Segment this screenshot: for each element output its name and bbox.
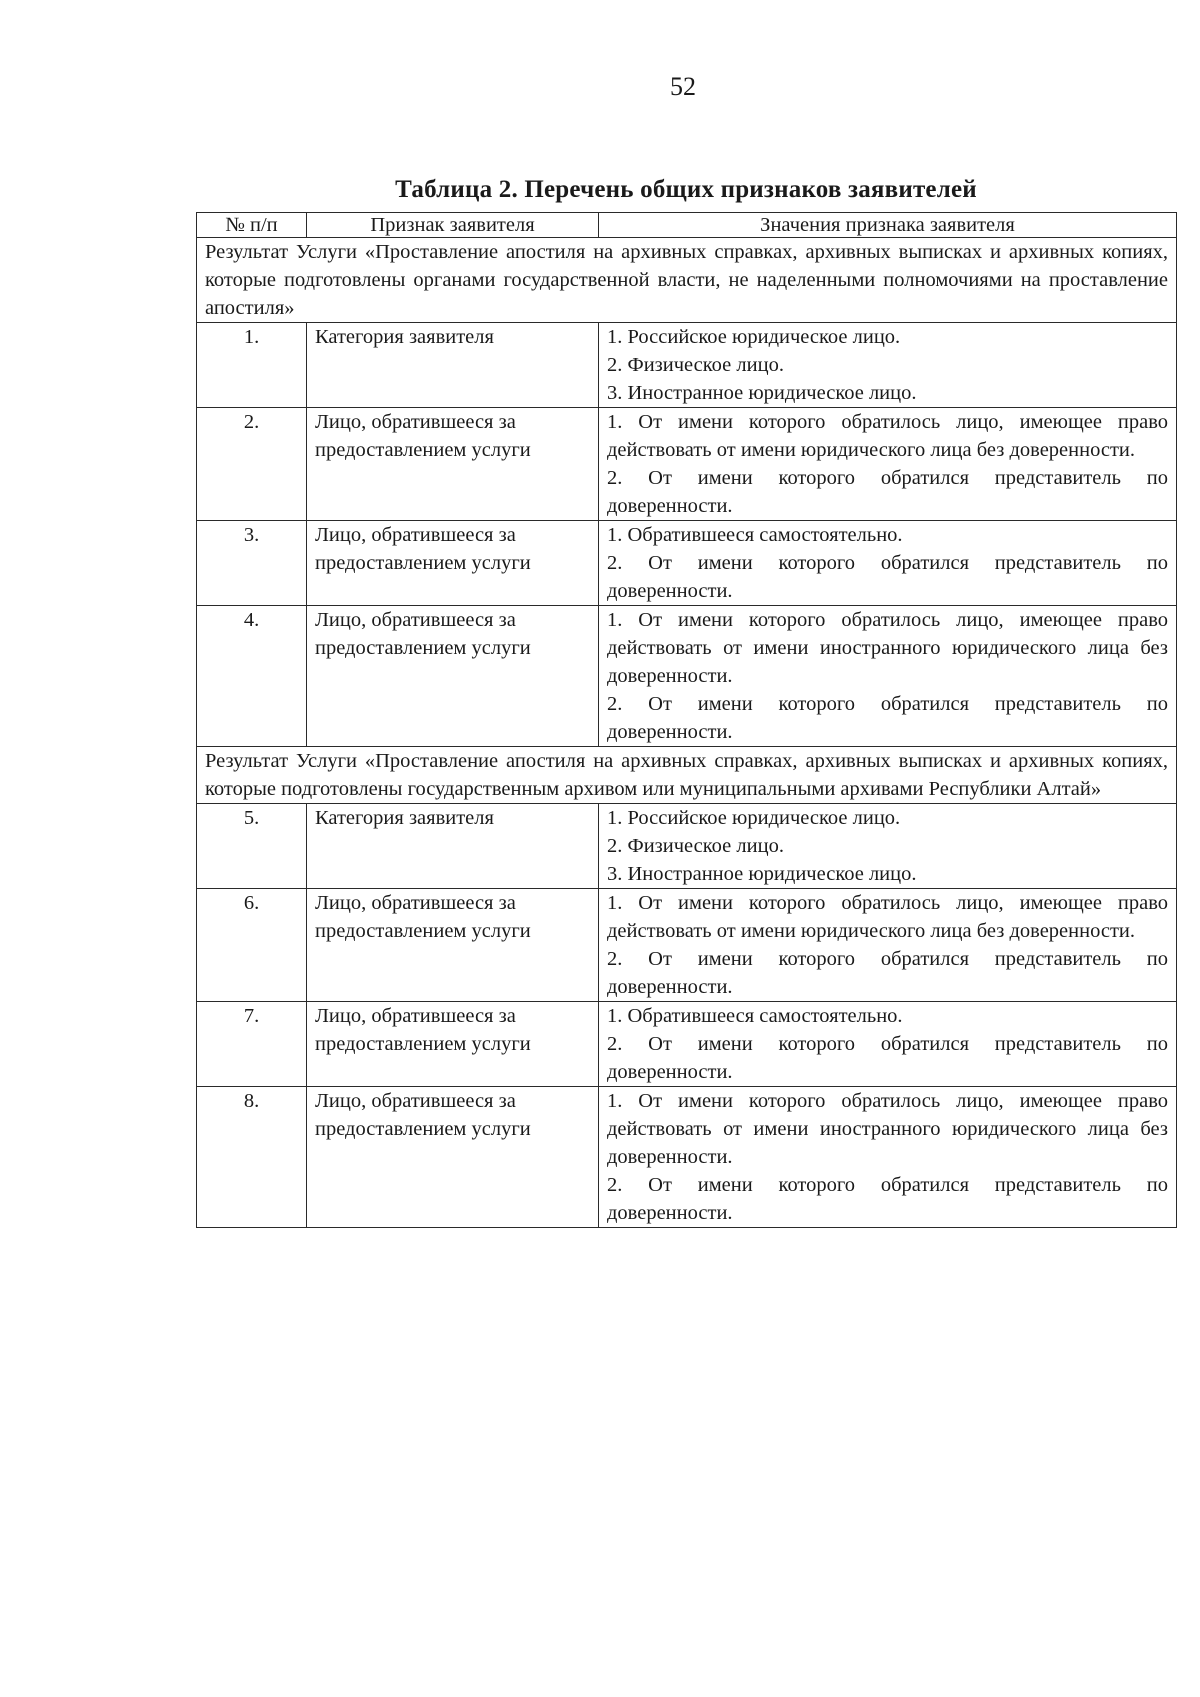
row-value: 2. Физическое лицо. (607, 354, 784, 376)
row-value: 2. От имени которого обратился представитель по доверенности. (607, 1174, 1168, 1224)
row-value: 2. От имени которого обратился представитель по доверенности. (607, 467, 1168, 517)
table-row (197, 521, 1177, 606)
header-sign: Признак заявителя (307, 213, 599, 238)
row-number: 1. (197, 323, 307, 408)
row-value: 2. Физическое лицо. (607, 835, 784, 857)
row-value: 1. От имени которого обратилось лицо, имеющее право действовать от имени иностранного юридического лица без доверенности. (607, 609, 1168, 687)
row-value: 1. Российское юридическое лицо. (607, 807, 901, 829)
row-number: 2. (197, 408, 307, 521)
row-number: 3. (197, 521, 307, 606)
row-sign: Категория заявителя (307, 323, 599, 408)
row-value: 3. Иностранное юридическое лицо. (607, 382, 917, 404)
row-number: 4. (197, 606, 307, 747)
row-value: 2. От имени которого обратился представитель по доверенности. (607, 693, 1168, 743)
table-row (197, 408, 1177, 521)
row-value: 1. От имени которого обратилось лицо, имеющее право действовать от имени юридического лица без доверенности. (607, 892, 1168, 942)
section-title: Результат Услуги «Проставление апостиля на архивных справках, архивных выписках и архивных копиях, которые подготовлены государственным архивом или муниципальными архивами Республики Алтай» (197, 747, 1177, 804)
table-row (197, 323, 1177, 408)
row-value: 2. От имени которого обратился представитель по доверенности. (607, 948, 1168, 998)
table-row (197, 606, 1177, 747)
row-sign: Лицо, обратившееся за предоставлением услуги (307, 1002, 599, 1087)
row-value: 1. Российское юридическое лицо. (607, 326, 901, 348)
row-number: 7. (197, 1002, 307, 1087)
table-row (197, 889, 1177, 1002)
row-sign: Лицо, обратившееся за предоставлением услуги (307, 521, 599, 606)
row-sign: Лицо, обратившееся за предоставлением услуги (307, 408, 599, 521)
row-values (599, 889, 1177, 1002)
row-values (599, 606, 1177, 747)
row-value: 3. Иностранное юридическое лицо. (607, 863, 917, 885)
row-values (599, 408, 1177, 521)
row-sign: Лицо, обратившееся за предоставлением услуги (307, 606, 599, 747)
section-row (197, 747, 1177, 804)
table-row (197, 1087, 1177, 1228)
row-sign: Категория заявителя (307, 804, 599, 889)
page-number: 52 (670, 72, 696, 101)
section-row (197, 238, 1177, 323)
row-sign: Лицо, обратившееся за предоставлением услуги (307, 889, 599, 1002)
row-number: 8. (197, 1087, 307, 1228)
row-value: 2. От имени которого обратился представитель по доверенности. (607, 1033, 1168, 1083)
row-value: 1. От имени которого обратилось лицо, имеющее право действовать от имени юридического лица без доверенности. (607, 411, 1168, 461)
row-value: 1. От имени которого обратилось лицо, имеющее право действовать от имени иностранного юридического лица без доверенности. (607, 1090, 1168, 1168)
row-number: 5. (197, 804, 307, 889)
table-row (197, 1002, 1177, 1087)
row-value: 1. Обратившееся самостоятельно. (607, 524, 903, 546)
header-number: № п/п (197, 213, 307, 238)
table-title: Таблица 2. Перечень общих признаков заявителей (395, 176, 977, 203)
row-number: 6. (197, 889, 307, 1002)
applicant-signs-table (196, 212, 1177, 1228)
row-values (599, 521, 1177, 606)
row-sign: Лицо, обратившееся за предоставлением услуги (307, 1087, 599, 1228)
row-values (599, 804, 1177, 889)
row-values (599, 1002, 1177, 1087)
header-values: Значения признака заявителя (599, 213, 1177, 238)
row-value: 2. От имени которого обратился представитель по доверенности. (607, 552, 1168, 602)
row-values (599, 1087, 1177, 1228)
table-row (197, 804, 1177, 889)
table-header-row (197, 213, 1177, 238)
row-value: 1. Обратившееся самостоятельно. (607, 1005, 903, 1027)
row-values (599, 323, 1177, 408)
section-title: Результат Услуги «Проставление апостиля на архивных справках, архивных выписках и архивных копиях, которые подготовлены органами государственной власти, не наделенными полномочиями на проставление апостиля» (197, 238, 1177, 323)
